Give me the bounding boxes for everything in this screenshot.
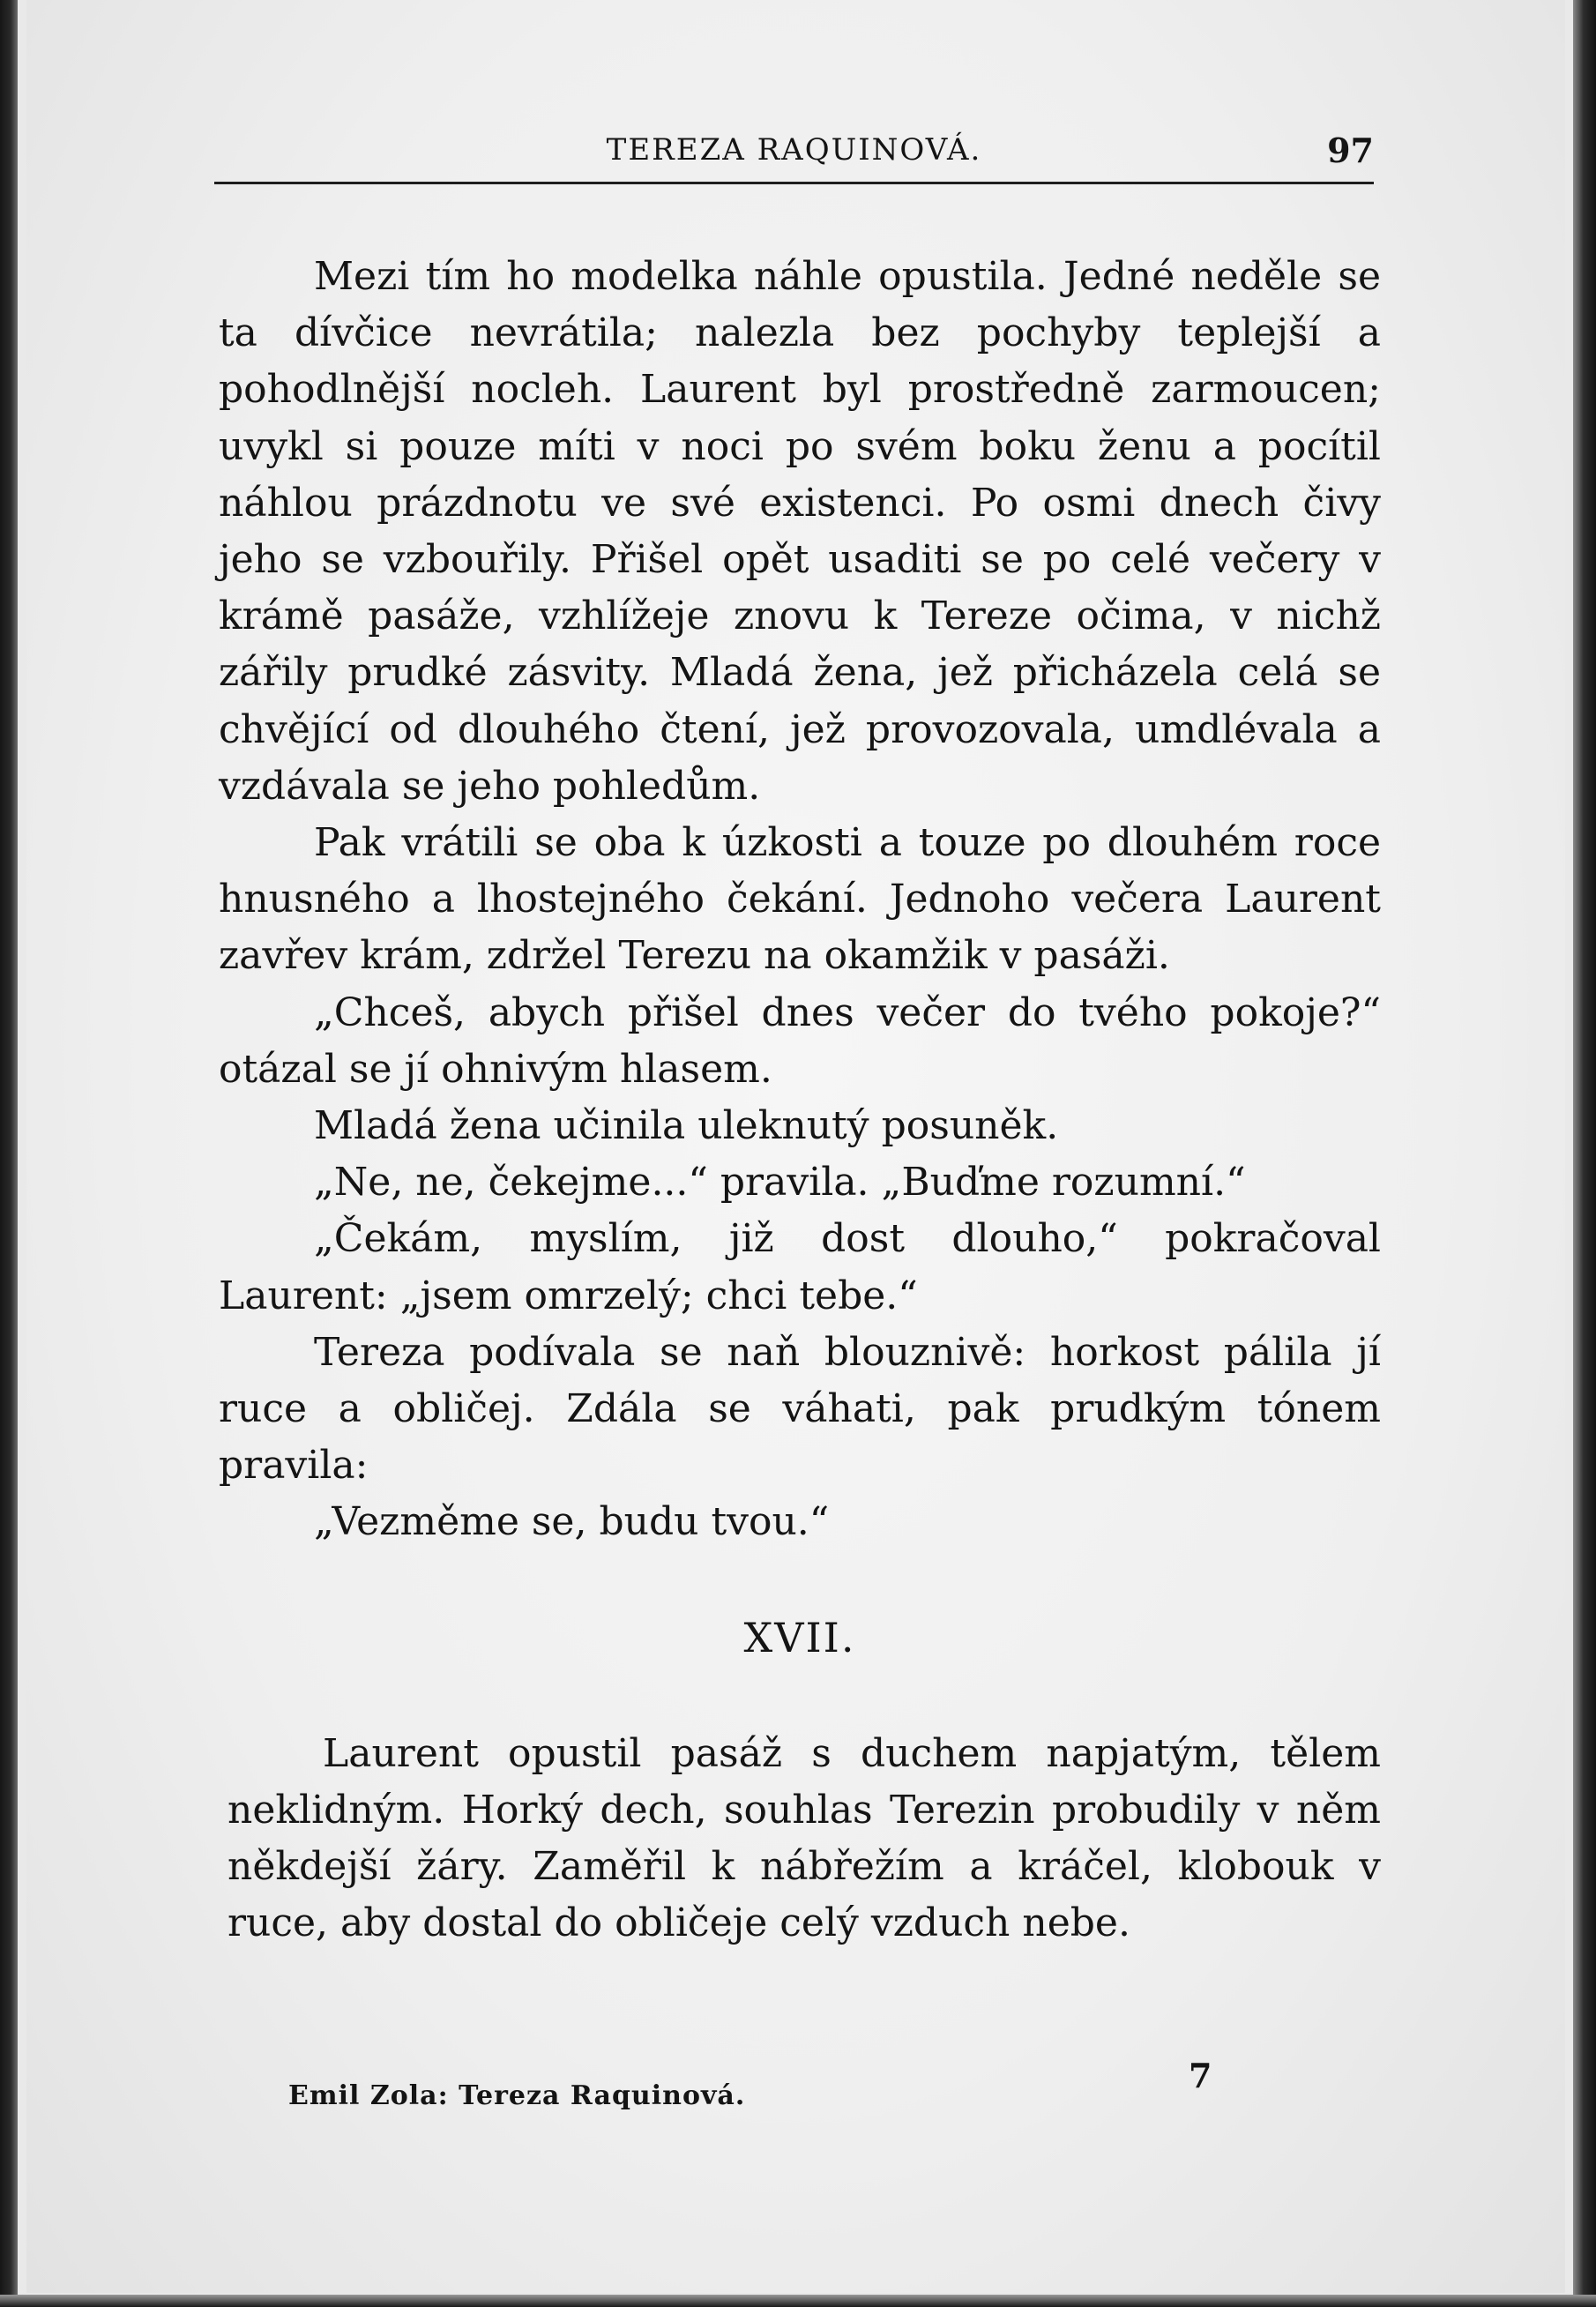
footer-credit: Emil Zola: Tereza Raquinová. xyxy=(288,2080,746,2111)
paragraph: Mezi tím ho modelka náhle opustila. Jedné neděle se ta dívčice nevrátila; nalezla bez pochyby teplejší a pohodlnější nocleh. Laurent byl prostředně zarmoucen; uvykl si pouze míti v noci po svém boku ženu a pocítil náhlou prázdnotu ve své existenci. Po osmi dnech čivy jeho se vzbouřily. Přišel opět usaditi se po celé večery v krámě pasáže, vzhlížeje znovu k Tereze očima, v nichž zářily prudké zásvity. Mladá žena, jež přicházela celá se chvějící od dlouhého čtení, jež provozovala, umdlévala a vzdávala se jeho pohledům. xyxy=(219,254,1381,809)
paragraph: „Ne, ne, čekejme...“ pravila. „Buďme rozumní.“ xyxy=(314,1160,1246,1206)
running-title: TEREZA RAQUINOVÁ. xyxy=(606,132,982,168)
scan-edge-left xyxy=(0,0,18,2307)
book-page xyxy=(26,0,1565,2293)
page-number: 97 xyxy=(1327,131,1374,170)
chapter-heading: XVII. xyxy=(743,1613,856,1661)
body-text xyxy=(219,249,1381,1952)
scan-edge-right xyxy=(1573,0,1596,2307)
scan-edge-bottom xyxy=(0,2295,1596,2307)
chapter-text xyxy=(219,1726,1381,1952)
paragraph: „Vezměme se, budu tvou.“ xyxy=(314,1499,830,1545)
paragraph: Laurent opustil pasáž s duchem napjatým, tělem neklidným. Horký dech, souhlas Terezin probudily v něm někdejší žáry. Zaměřil k nábřežím a kráčel, klobouk v ruce, aby dostal do obličeje celý vzduch nebe. xyxy=(227,1730,1381,1946)
paragraph: Mladá žena učinila uleknutý posuněk. xyxy=(314,1103,1059,1149)
paragraph: „Čekám, myslím, již dost dlouho,“ pokračoval Laurent: „jsem omrzelý; chci tebe.“ xyxy=(219,1216,1381,1318)
running-head xyxy=(214,131,1374,184)
paragraph: „Chceš, abych přišel dnes večer do tvého pokoje?“ otázal se jí ohnivým hlasem. xyxy=(219,989,1381,1092)
signature-mark: 7 xyxy=(1189,2056,1212,2095)
paragraph: Pak vrátili se oba k úzkosti a touze po dlouhém roce hnusného a lhostejného čekání. Jednoho večera Laurent zavřev krám, zdržel Terezu na okamžik v pasáži. xyxy=(219,820,1381,979)
paragraph: Tereza podívala se naň blouznivě: horkost pálila jí ruce a obličej. Zdála se váhati, pak prudkým tónem pravila: xyxy=(219,1329,1381,1489)
